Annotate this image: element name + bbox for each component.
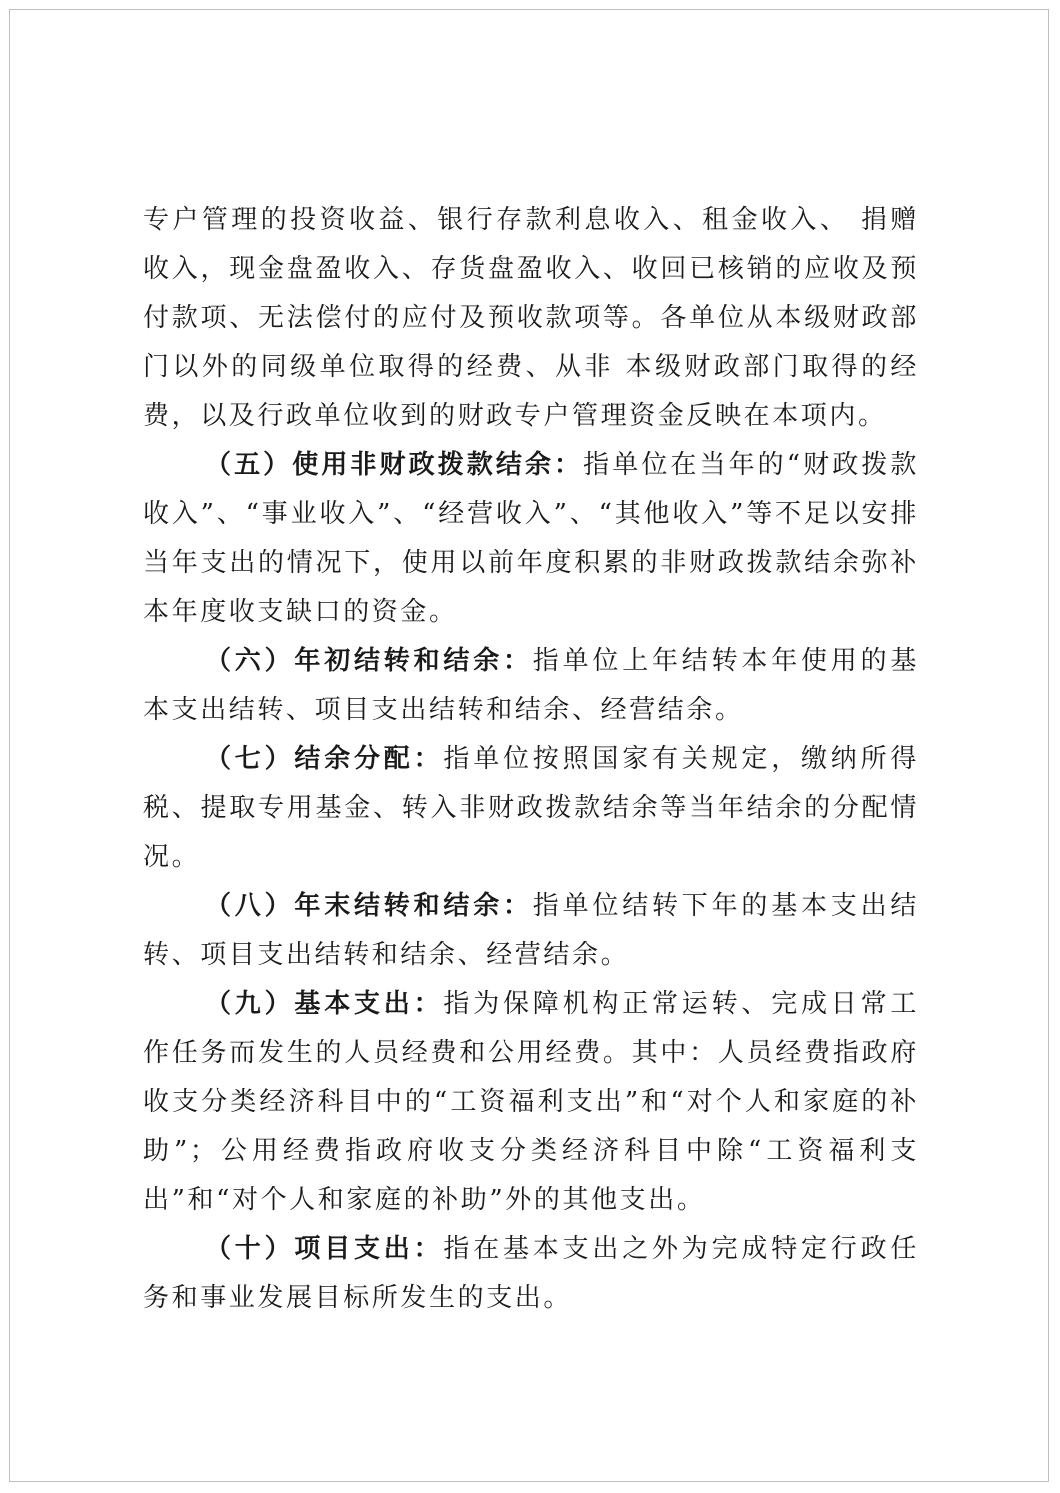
paragraph-term: （六）年初结转和结余： — [205, 646, 533, 676]
paragraph-text: 指单位结转下年的基本支出结转、项目支出结转和结余、经营结余。 — [143, 891, 919, 970]
paragraph-item-9 — [143, 980, 919, 1225]
paragraph-text: 指为保障机构正常运转、完成日常工作任务而发生的人员经费和公用经费。其中：人员经费指政府收支分类经济科目中的“工资福利支出”和“对个人和家庭的补助”；公用经费指政府收支分类经济科目中除“工资福利支出”和“对个人和家庭的补助”外的其他支出。 — [143, 989, 919, 1215]
paragraph-item-8 — [143, 882, 919, 980]
paragraph-text: 指单位在当年的“财政拨款收入”、“事业收入”、“经营收入”、“其他收入”等不足以安排当年支出的情况下，使用以前年度积累的非财政拨款结余弥补本年度收支缺口的资金。 — [143, 450, 919, 627]
paragraph-term: （五）使用非财政拨款结余： — [205, 450, 584, 480]
paragraph-item-5 — [143, 441, 919, 637]
paragraph-text: 指单位上年结转本年使用的基本支出结转、项目支出结转和结余、经营结余。 — [143, 646, 919, 725]
paragraph-text: 指单位按照国家有关规定，缴纳所得税、提取专用基金、转入非财政拨款结余等当年结余的分配情况。 — [143, 744, 919, 872]
paragraph-term: （九）基本支出： — [205, 989, 444, 1019]
paragraph-text: 专户管理的投资收益、银行存款利息收入、租金收入、 捐赠收入，现金盘盈收入、存货盘盈收入、收回已核销的应收及预付款项、无法偿付的应付及预收款项等。各单位从本级财政部门以外的同级单位取得的经费、从非 本级财政部门取得的经费，以及行政单位收到的财政专户管理资金反映在本项内。 — [143, 205, 919, 431]
paragraph-item-10 — [143, 1225, 919, 1323]
paragraph-item-7 — [143, 735, 919, 882]
paragraph-term: （七）结余分配： — [205, 744, 444, 774]
paragraph-term: （十）项目支出： — [205, 1234, 444, 1264]
document-body — [143, 196, 919, 1323]
paragraph-item-6 — [143, 637, 919, 735]
paragraph-term: （八）年末结转和结余： — [205, 891, 533, 921]
paragraph-text: 指在基本支出之外为完成特定行政任务和事业发展目标所发生的支出。 — [143, 1234, 919, 1313]
paragraph-income-continued — [143, 196, 919, 441]
